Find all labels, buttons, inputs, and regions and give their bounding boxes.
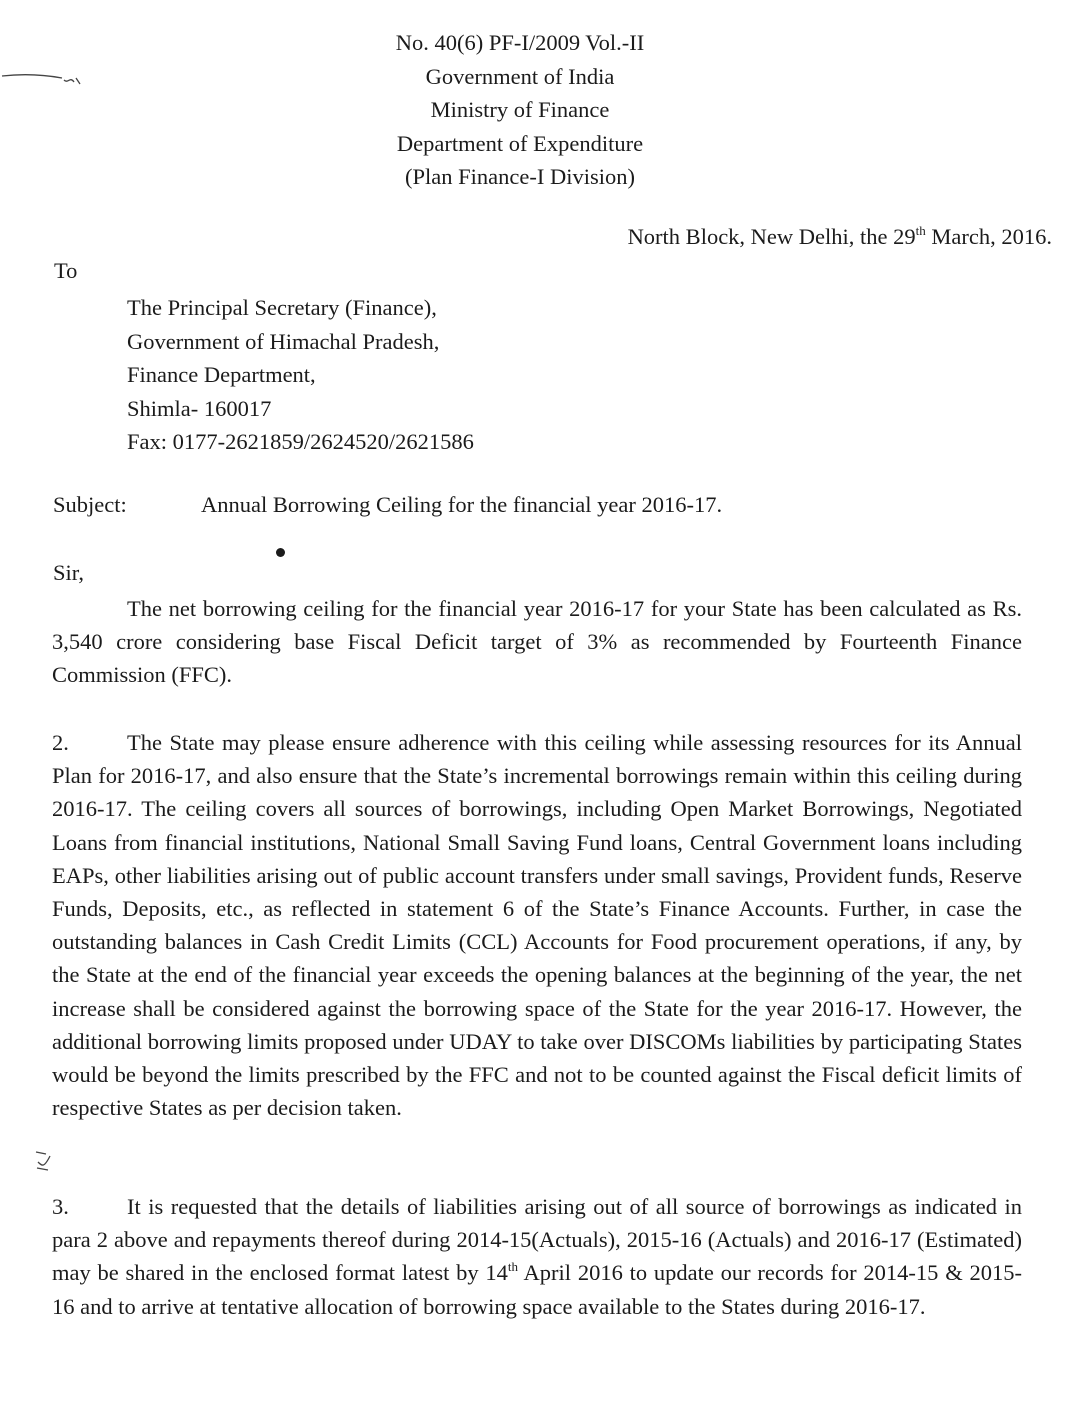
ink-dot [276, 548, 285, 557]
salutation: Sir, [53, 560, 84, 585]
paragraph-2 [52, 726, 1022, 1124]
dateline-text: March, 2016. [925, 224, 1052, 249]
address-line: Shimla- 160017 [127, 395, 272, 421]
handwritten-mark [34, 1148, 58, 1174]
subject-label: Subject: [53, 492, 127, 517]
header-line: Department of Expenditure [396, 130, 644, 156]
header-line: Government of India [425, 63, 615, 89]
paragraph-sup: th [507, 1259, 519, 1275]
recipient-address [127, 291, 474, 459]
address-line: The Principal Secretary (Finance), [127, 295, 437, 320]
dateline-text: North Block, New Delhi, the 29 [627, 224, 916, 249]
paragraph-number: 3. [52, 1194, 69, 1219]
dateline-suffix: th [915, 223, 926, 238]
handwritten-mark [0, 70, 90, 94]
paragraph-text: It is requested that the details of liabilities arising out of all source of borrowings as indicated in para 2 above and repayments thereof during 2014-15(Actuals), 2015-16 (Actuals) and 2016-17 (Estimated) may be shared in the enclosed format latest by 14 [52, 1194, 1022, 1286]
header-line: (Plan Finance-I Division) [405, 164, 635, 189]
paragraph-text: The State may please ensure adherence with this ceiling while assessing resources for its Annual Plan for 2016-17, and also ensure that the State’s incremental borrowings remain within this ceiling during 2016-17. The ceiling covers all sources of borrowings, including Open Market Borrowings, Negotiated Loans from financial institutions, National Small Saving Fund loans, Central Government loans including EAPs, other liabilities arising out of public account transfers under small savings, Provident funds, Reserve Funds, Deposits, etc., as reflected in statement 6 of the State’s Finance Accounts. Further, in case the outstanding balances in Cash Credit Limits (CCL) Accounts for Food procurement operations, if any, by the State at the end of the financial year exceeds the opening balances at the beginning of the year, the net increase shall be considered against the borrowing space of the State for the year 2016-17. However, the additional borrowing limits proposed under UDAY to take over DISCOMs liabilities by participating States would be beyond the limits prescribed by the FFC and not to be counted against the Fiscal deficit limits of respective States as per decision taken. [52, 730, 1022, 1121]
address-line: Fax: 0177-2621859/2624520/2621586 [127, 429, 474, 454]
address-line: Finance Department, [127, 362, 316, 387]
dateline [628, 224, 1052, 250]
paragraph-3 [52, 1190, 1022, 1323]
file-number: No. 40(6) PF-I/2009 Vol.-II [395, 30, 645, 55]
letter-header [300, 26, 740, 194]
subject-text: Annual Borrowing Ceiling for the financial year 2016-17. [201, 492, 723, 517]
paragraph-text: April 2016 to update our records for 2014-15 & 2015-16 and to arrive at tentative allocation of borrowing space available to the States during 2016-17. [52, 1260, 1022, 1319]
to-label: To [54, 258, 78, 283]
header-line: Ministry of Finance [430, 97, 610, 122]
address-line: Government of Himachal Pradesh, [127, 328, 440, 354]
paragraph-number: 2. [52, 730, 69, 755]
paragraph-1: The net borrowing ceiling for the financial year 2016-17 for your State has been calculated as Rs. 3,540 crore considering base Fiscal Deficit target of 3% as recommended by Fourteenth Finance Commission (FFC). [52, 596, 1022, 688]
